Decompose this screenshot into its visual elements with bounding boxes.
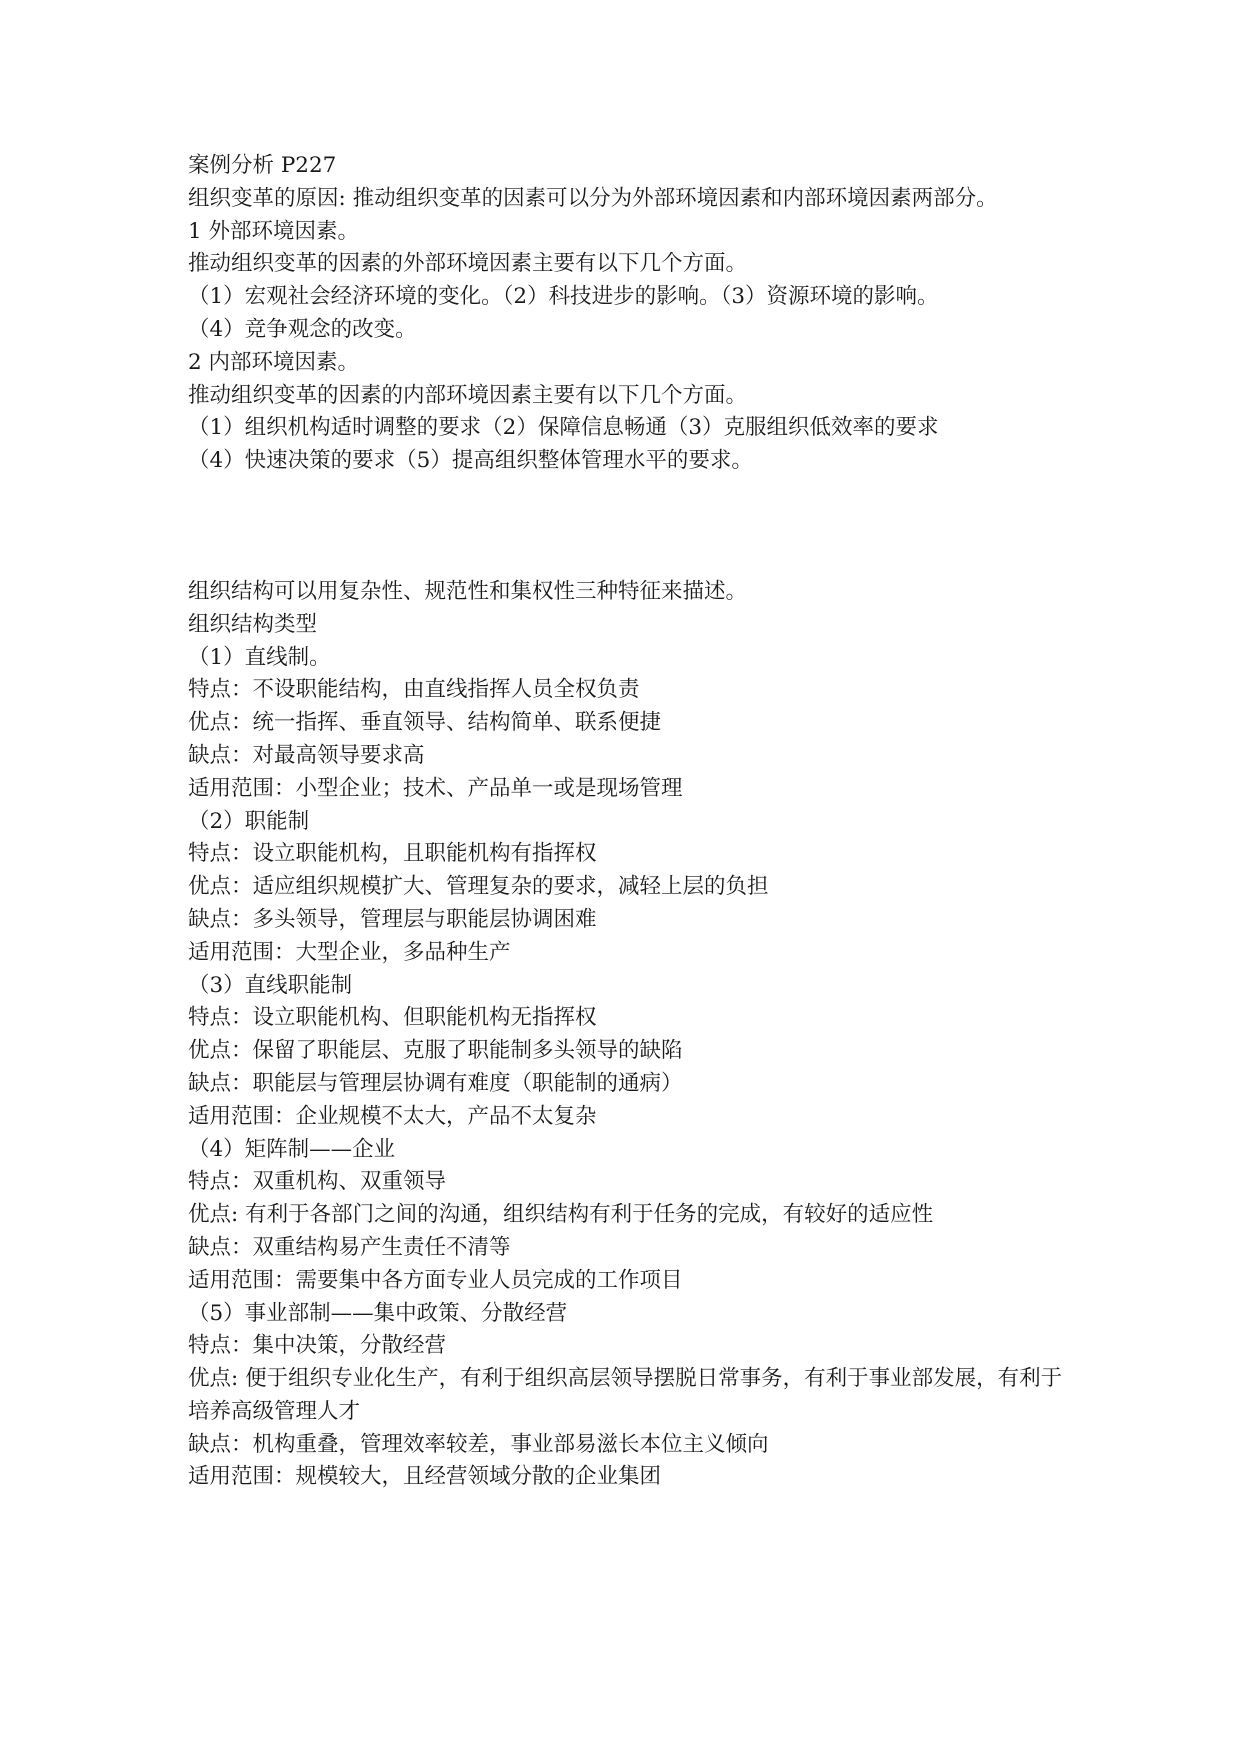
structure-type-feature: 特点：双重机构、双重领导 xyxy=(188,1169,447,1195)
structure-type-item xyxy=(188,1298,1068,1495)
section-structure-types xyxy=(188,576,1068,1494)
structure-type-name: （5）事业部制——集中政策、分散经营 xyxy=(188,1300,568,1326)
structure-type-item xyxy=(188,806,1068,970)
external-factors-items-1: （1）宏观社会经济环境的变化。（2）科技进步的影响。（3）资源环境的影响。 xyxy=(188,284,939,310)
structure-type-cons: 缺点：对最高领导要求高 xyxy=(188,742,425,768)
document-page xyxy=(188,150,1068,1494)
case-heading: 案例分析 P227 xyxy=(188,153,337,178)
internal-factors-desc: 推动组织变革的因素的内部环境因素主要有以下几个方面。 xyxy=(188,382,748,408)
structure-type-pros: 优点：保留了职能层、克服了职能制多头领导的缺陷 xyxy=(188,1038,683,1064)
structure-type-name: （4）矩阵制——企业 xyxy=(188,1136,396,1162)
structure-type-cons: 缺点：双重结构易产生责任不清等 xyxy=(188,1234,511,1260)
structure-type-feature: 特点：不设职能结构，由直线指挥人员全权负责 xyxy=(188,677,640,703)
structure-type-feature: 特点：设立职能机构、但职能机构无指挥权 xyxy=(188,1005,597,1031)
change-causes-intro: 组织变革的原因: 推动组织变革的因素可以分为外部环境因素和内部环境因素两部分。 xyxy=(188,185,998,211)
structure-type-item xyxy=(188,642,1068,806)
structure-type-scope: 适用范围：企业规模不太大，产品不太复杂 xyxy=(188,1103,597,1129)
structure-type-pros: 优点：统一指挥、垂直领导、结构简单、联系便捷 xyxy=(188,710,662,736)
structure-type-name: （1）直线制。 xyxy=(188,644,331,670)
section-change-causes xyxy=(188,150,1068,478)
external-factors-desc: 推动组织变革的因素的外部环境因素主要有以下几个方面。 xyxy=(188,251,748,277)
structure-type-scope: 适用范围：小型企业；技术、产品单一或是现场管理 xyxy=(188,775,683,801)
structure-type-pros: 优点: 有利于各部门之间的沟通，组织结构有利于任务的完成，有较好的适应性 xyxy=(188,1202,934,1228)
structure-type-pros: 优点: 便于组织专业化生产，有利于组织高层领导摆脱日常事务，有利于事业部发展，有利于培养高级管理人才 xyxy=(188,1366,1063,1424)
structure-type-name: （3）直线职能制 xyxy=(188,972,353,998)
internal-factors-title: 2 内部环境因素。 xyxy=(188,349,360,375)
structure-type-cons: 缺点：机构重叠，管理效率较差，事业部易滋长本位主义倾向 xyxy=(188,1431,769,1457)
structure-type-scope: 适用范围：大型企业，多品种生产 xyxy=(188,939,511,965)
structure-type-pros: 优点：适应组织规模扩大、管理复杂的要求，减轻上层的负担 xyxy=(188,874,769,900)
external-factors-title: 1 外部环境因素。 xyxy=(188,218,360,244)
structure-type-scope: 适用范围：需要集中各方面专业人员完成的工作项目 xyxy=(188,1267,683,1293)
structure-type-item xyxy=(188,970,1068,1134)
structure-type-feature: 特点：设立职能机构，且职能机构有指挥权 xyxy=(188,841,597,867)
structure-types-heading: 组织结构类型 xyxy=(188,611,318,637)
structure-intro: 组织结构可以用复杂性、规范性和集权性三种特征来描述。 xyxy=(188,578,748,604)
structure-type-cons: 缺点：职能层与管理层协调有难度（职能制的通病） xyxy=(188,1070,683,1096)
structure-type-item xyxy=(188,1134,1068,1298)
structure-type-cons: 缺点：多头领导，管理层与职能层协调困难 xyxy=(188,906,597,932)
structure-type-scope: 适用范围：规模较大，且经营领域分散的企业集团 xyxy=(188,1464,662,1490)
internal-factors-items-1: （1）组织机构适时调整的要求（2）保障信息畅通（3）克服组织低效率的要求 xyxy=(188,415,939,441)
section-gap xyxy=(188,478,1068,576)
structure-type-name: （2）职能制 xyxy=(188,808,310,834)
internal-factors-items-2: （4）快速决策的要求（5）提高组织整体管理水平的要求。 xyxy=(188,448,753,474)
external-factors-items-2: （4）竞争观念的改变。 xyxy=(188,316,417,342)
structure-type-feature: 特点：集中决策，分散经营 xyxy=(188,1333,447,1359)
